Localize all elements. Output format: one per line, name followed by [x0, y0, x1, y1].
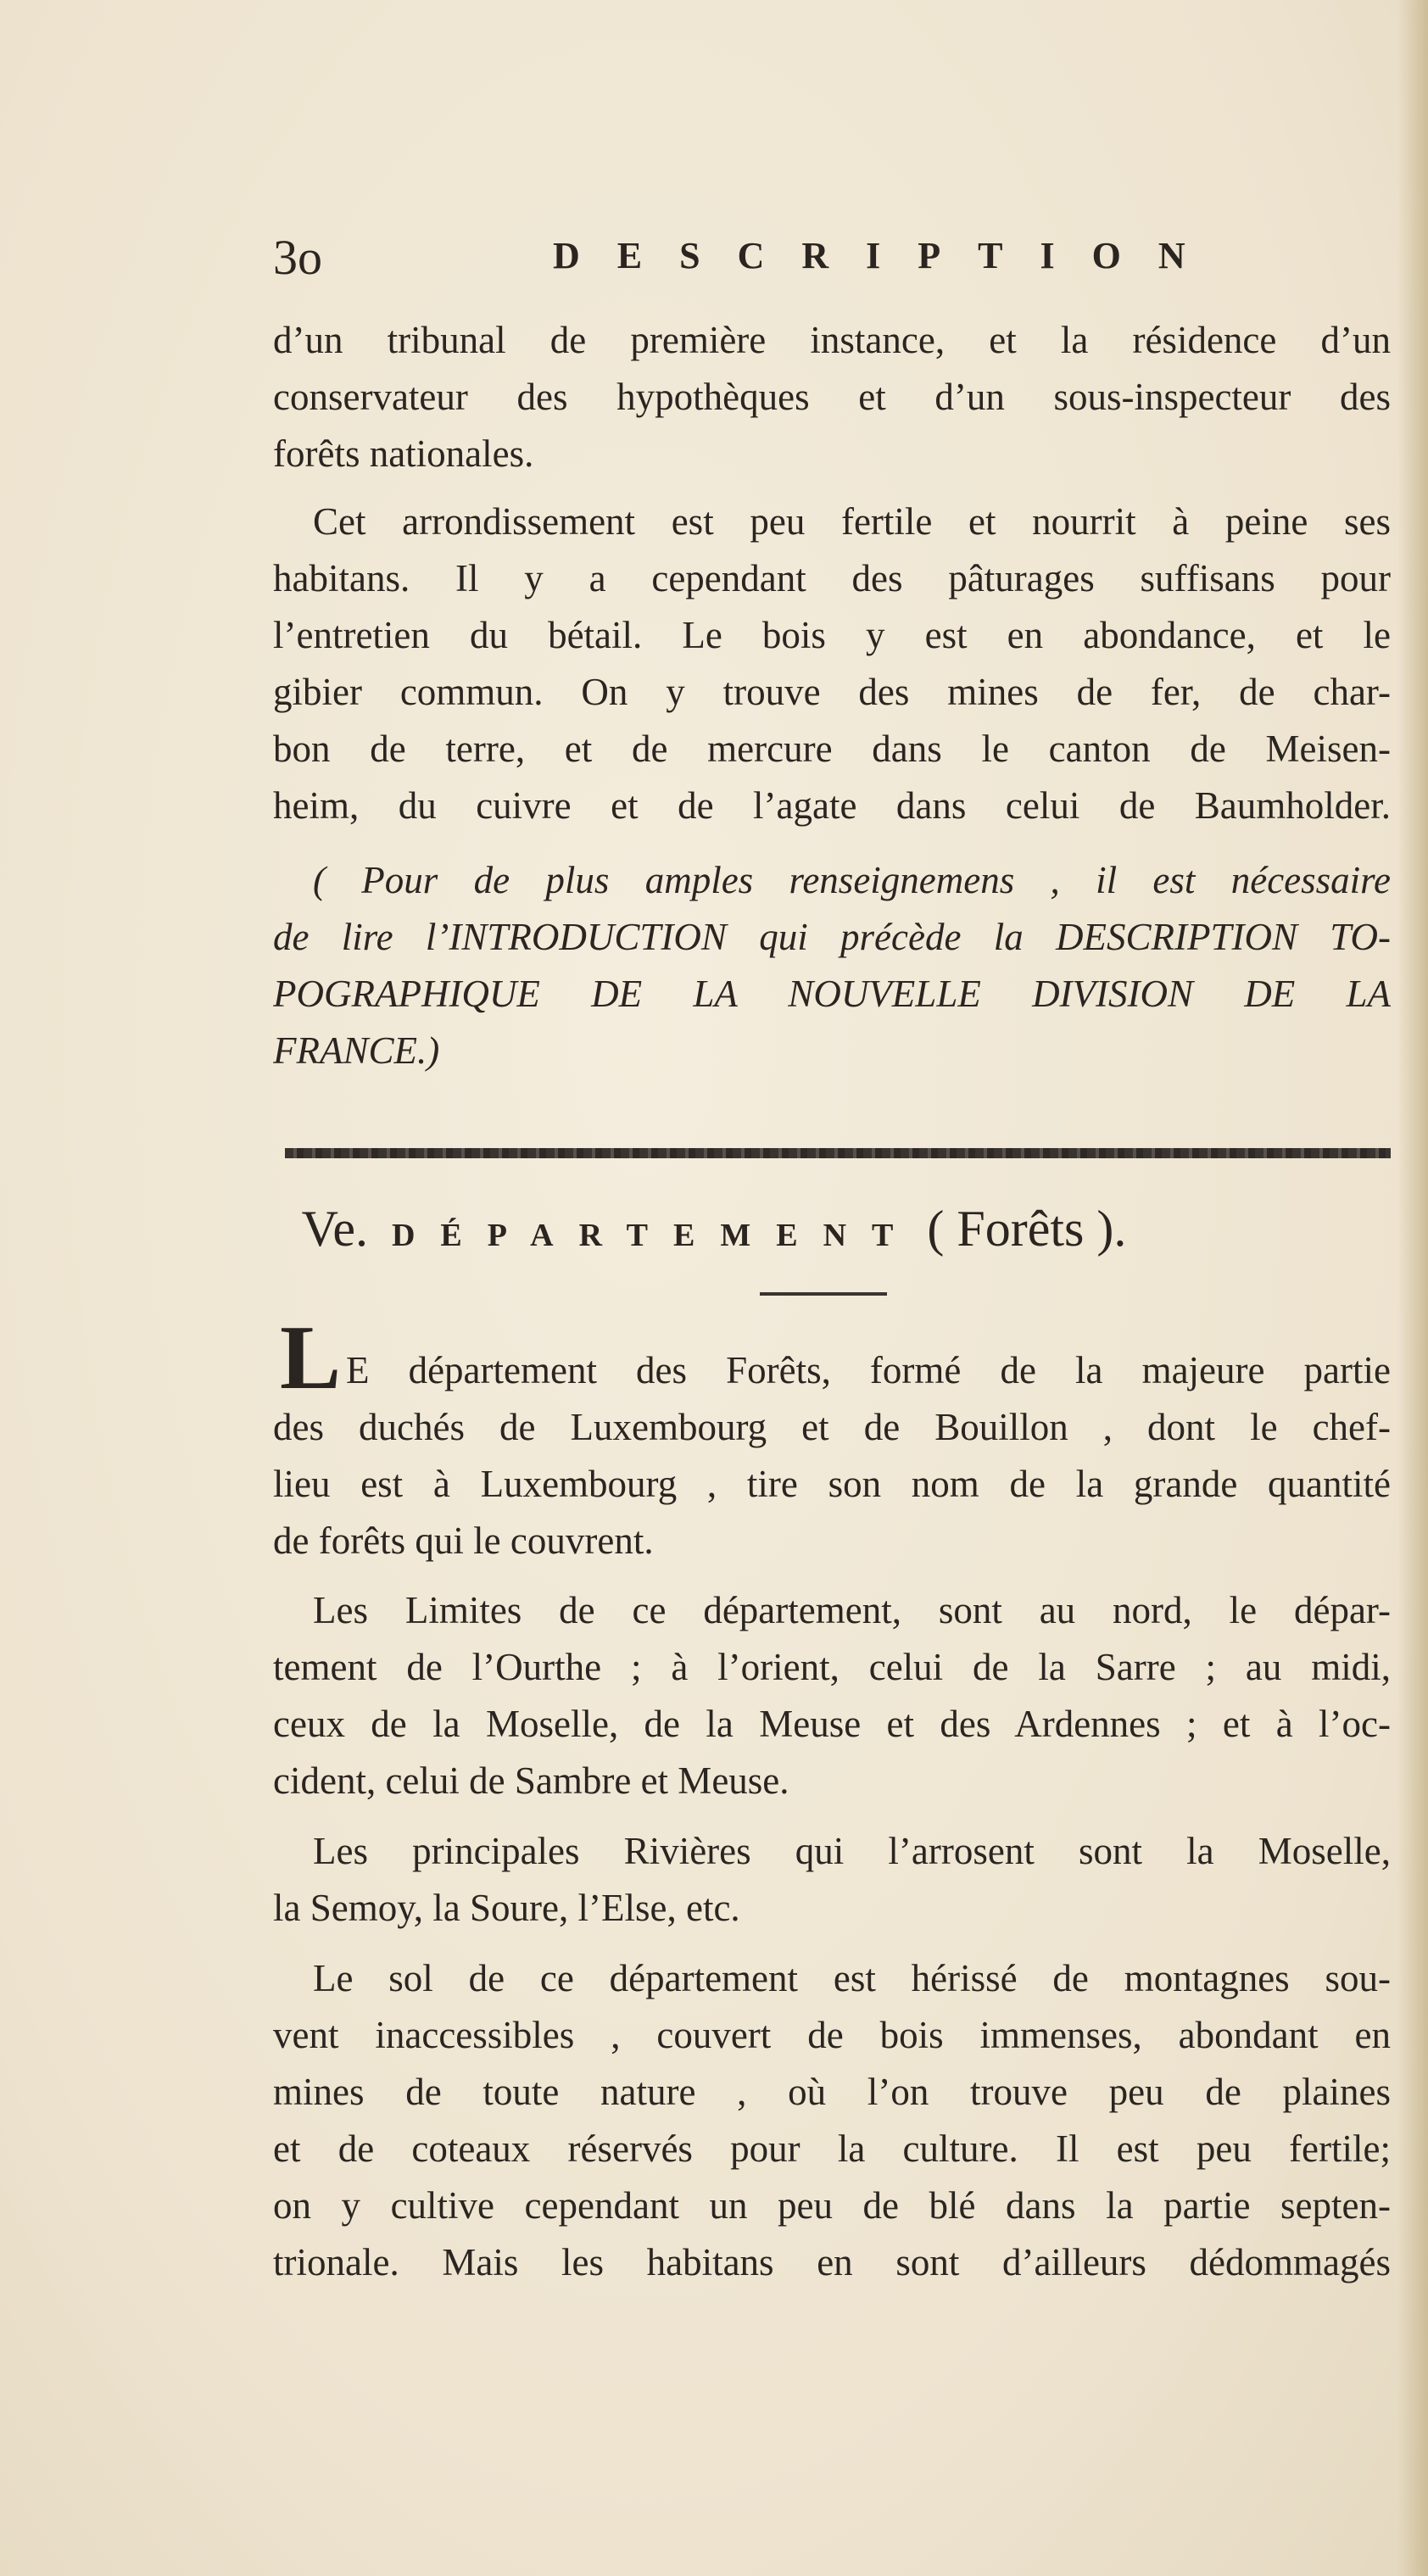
text-line: des duchés de Luxembourg et de Bouillon , dont le chef- — [273, 1406, 1391, 1448]
text-line: d’un tribunal de première instance, et la résidence d’un — [273, 319, 1391, 361]
note-line: ( Pour de plus amples renseignemens , il est nécessaire — [313, 859, 1391, 901]
page-edge-shadow — [1397, 0, 1428, 2576]
drop-cap: L — [280, 1308, 342, 1408]
text-line: mines de toute nature , où l’on trouve peu de plaines — [273, 2071, 1391, 2113]
text-line: Les Limites de ce département, sont au nord, le dépar- — [313, 1589, 1391, 1631]
text-line: on y cultive cependant un peu de blé dans la partie septen- — [273, 2184, 1391, 2227]
page-number: 3o — [273, 230, 322, 285]
text-line: ceux de la Moselle, de la Meuse et des Ardennes ; et à l’oc- — [273, 1703, 1391, 1745]
text-line: Cet arrondissement est peu fertile et nourrit à peine ses — [313, 500, 1391, 543]
text-line: forêts nationales. — [273, 432, 534, 475]
section-heading-name: ( Forêts ). — [927, 1201, 1127, 1257]
text-line: heim, du cuivre et de l’agate dans celui de Baumholder. — [273, 784, 1391, 827]
heading-underline — [760, 1292, 887, 1296]
text-line: la Semoy, la Soure, l’Else, etc. — [273, 1887, 740, 1929]
text-line: cident, celui de Sambre et Meuse. — [273, 1759, 789, 1802]
page-header — [273, 229, 1392, 297]
text-line: de forêts qui le couvrent. — [273, 1519, 654, 1562]
text-line: bon de terre, et de mercure dans le canton de Meisen- — [273, 728, 1391, 770]
section-heading — [0, 1200, 1428, 1258]
text-line: conservateur des hypothèques et d’un sous-inspecteur des — [273, 376, 1391, 418]
section-number: Ve. — [301, 1201, 368, 1257]
text-line: et de coteaux réservés pour la culture. Il est peu fertile; — [273, 2127, 1391, 2170]
text-line: E département des Forêts, formé de la majeure partie — [346, 1349, 1391, 1391]
note-line: FRANCE.) — [273, 1029, 440, 1072]
text-line: tement de l’Ourthe ; à l’orient, celui de la Sarre ; au midi, — [273, 1646, 1391, 1688]
text-line: Les principales Rivières qui l’arrosent sont la Moselle, — [313, 1830, 1391, 1872]
section-divider — [285, 1148, 1391, 1158]
text-line: habitans. Il y a cependant des pâturages suffisans pour — [273, 557, 1391, 599]
text-line: vent inaccessibles , couvert de bois immenses, abondant en — [273, 2014, 1391, 2056]
note-line: de lire l’INTRODUCTION qui précède la DESCRIPTION TO- — [273, 916, 1391, 958]
section-heading-word: DÉPARTEMENT — [391, 1218, 919, 1253]
text-line: l’entretien du bétail. Le bois y est en abondance, et le — [273, 614, 1391, 656]
text-line: trionale. Mais les habitans en sont d’ailleurs dédommagés — [273, 2241, 1391, 2283]
text-line: lieu est à Luxembourg , tire son nom de la grande quantité — [273, 1463, 1391, 1505]
text-line: Le sol de ce département est hérissé de montagnes sou- — [313, 1957, 1391, 1999]
running-title: DESCRIPTION — [553, 235, 1223, 276]
note-line: POGRAPHIQUE DE LA NOUVELLE DIVISION DE LA — [273, 973, 1391, 1015]
text-line: gibier commun. On y trouve des mines de fer, de char- — [273, 671, 1391, 713]
